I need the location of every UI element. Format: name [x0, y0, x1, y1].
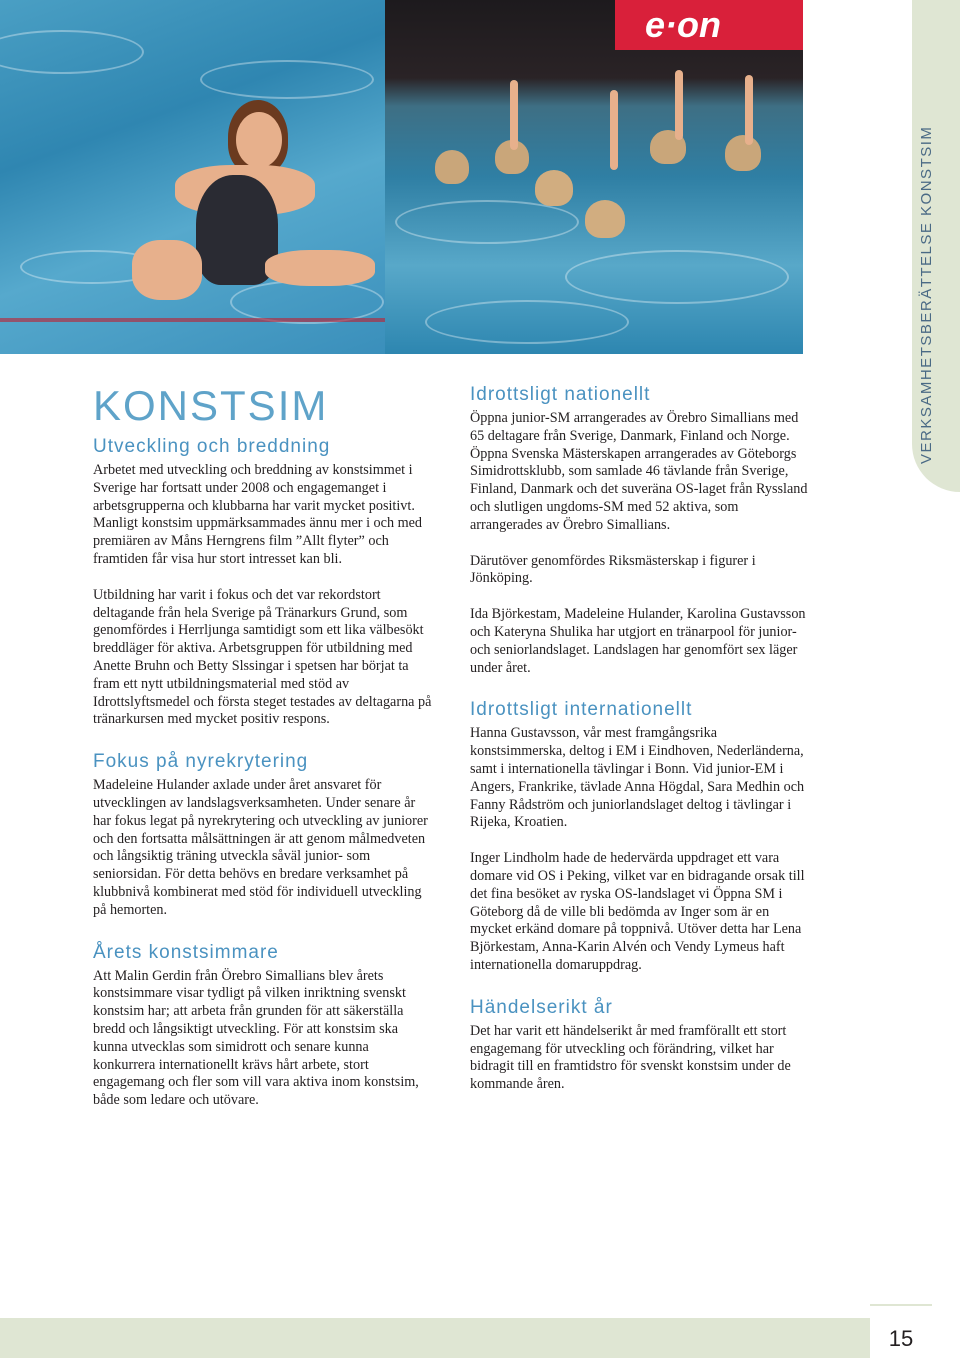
footer-bar [0, 1318, 870, 1358]
photo-team-swimmers [385, 0, 803, 354]
swimmer-arm [510, 80, 518, 150]
swimmer-head [535, 170, 573, 206]
paragraph: Madeleine Hulander axlade under året ansvaret för utvecklingen av landslagsverksamheten. Under senare år har fokus legat på nyrekrytering och utveckling av juniorer och den fortsatta målsättningen är att genom målmedveten och långsiktig träning utveckla såväl junior- som seniorsidan. För detta behövs en bredare verksamhet på klubbnivå kombinerat med stöd för individuell utveckling på hemorten. [93, 777, 428, 918]
swimmer-head [585, 200, 625, 238]
paragraph: Arbetet med utveckling och breddning av konstsimmet i Sverige har fortsatt under 2008 och engagemanget i arbetsgrupperna och klubbarna har varit mycket positivt. Manligt konstsim uppmärksammades ännu mer i och med premiären av Måns Herngrens film ”Allt flyter” och framtiden får visa hur stort intresset kan bli. [93, 462, 423, 567]
paragraph: Öppna junior-SM arrangerades av Örebro Simallians med 65 deltagare från Sverige, Danmark, Finland och Norge. Öppna Svenska Mästerskapen arrangerades av Göteborgs Simidrottsklubb, som samlade 46 tävlande från Sverige, Finland, Danmark och det suveräna OS-laget från Ryssland och slutligen ungdoms-SM med 52 aktiva, som arrangerades av Örebro Simallians. [470, 410, 808, 533]
page-number: 15 [888, 1326, 914, 1351]
section-heading-arets-konstsimmare: Årets konstsimmare [93, 941, 279, 963]
swimmer-head [725, 135, 761, 171]
paragraph: Det har varit ett händelserikt år med framförallt ett stort engagemang för utveckling och förändring, vilket har bidragit till en framtidstro för svenskt konstsim under de kommande åren. [470, 1022, 791, 1093]
photo-solo-swimmer [0, 0, 385, 354]
water-ripple [425, 300, 629, 344]
water-ripple [200, 60, 374, 99]
section-heading-handelserikt: Händelserikt år [470, 996, 613, 1018]
water-ripple [395, 200, 579, 244]
section-heading-nyrekrytering: Fokus på nyrekrytering [93, 751, 309, 773]
swimmer-head [435, 150, 469, 184]
water-ripple [0, 30, 144, 74]
left-column [93, 384, 433, 1128]
side-tab-label: VERKSAMHETSBERÄTTELSE KONSTSIM [918, 125, 935, 464]
swimmer-arm-left [132, 240, 202, 300]
page-title: KONSTSIM [93, 382, 329, 429]
paragraph: Att Malin Gerdin från Örebro Simallians blev årets konstsimmare visar tydligt på vilken inriktning svenskt konstsim har; att arbeta från grunden för att säkerställa bredd och långsiktigt utveckling. För att konstsim ska kunna utvecklas som simidrott och senare kunna konkurrera internationellt krävs hårt arbete, stort engagemang och fler som vill vara aktiva inom konstsim, både som ledare och utövare. [93, 967, 419, 1109]
paragraph: Utbildning har varit i fokus och det var rekordstort deltagande från hela Sverige på Tränarkurs Grund, som genomfördes i Herrljunga samtidigt som ett lika välbesökt breddläger för aktiva. Arbetsgruppen för utbildning med Anette Bruhn och Betty Slssingar i spetsen har börjat ta fram ett nytt utbildningsmaterial med stöd av Idrottslyftsmedel och första steget testades av deltagarna på tränarkursen med mycket positiv respons. [93, 586, 432, 728]
swimmer-arm [675, 70, 683, 140]
section-heading-utveckling: Utveckling och breddning [93, 436, 331, 457]
right-column [470, 384, 810, 1112]
swimmer-arm [745, 75, 753, 145]
swimmer-face [236, 112, 282, 168]
paragraph: Därutöver genomfördes Riksmästerskap i figurer i Jönköping. [470, 552, 756, 587]
sponsor-banner: e·on [615, 0, 803, 50]
section-heading-nationellt: Idrottsligt nationellt [470, 384, 651, 405]
lane-line [0, 318, 385, 322]
swimmer-leg [265, 250, 375, 286]
section-heading-internationellt: Idrottsligt internationellt [470, 699, 693, 721]
paragraph: Inger Lindholm hade de hedervärda uppdraget ett vara domare vid OS i Peking, vilket var en bidragande orsak till det fina besöket av ryska OS-landslaget vi Öppna SM i Göteborg då de ville bli bedömda av Inger som är en mycket erkänd domare på toppnivå. Utöver detta har Lena Björkestam, Anna-Karin Alvén och Vendy Lymeus haft internationella domaruppdrag. [470, 850, 805, 973]
swimmer-arm [610, 90, 618, 170]
paragraph: Ida Björkestam, Madeleine Hulander, Karolina Gustavsson och Kateryna Shulika har utgjort en tränarpool för junior- och seniorlandslaget. Landslagen har genomfört sex läger under året. [470, 606, 806, 676]
water-ripple [565, 250, 789, 304]
paragraph: Hanna Gustavsson, vår mest framgångsrika konstsimmerska, deltog i EM i Eindhoven, Nederländerna, samt i internationella tävlingar i Bonn. Vid junior-EM i Angers, Frankrike, tävlade Anna Högdal, Sara Medhin och Fanny Rådström och juniorlandslaget deltog i tävlingar i Rijeka, Kroatien. [470, 725, 805, 831]
